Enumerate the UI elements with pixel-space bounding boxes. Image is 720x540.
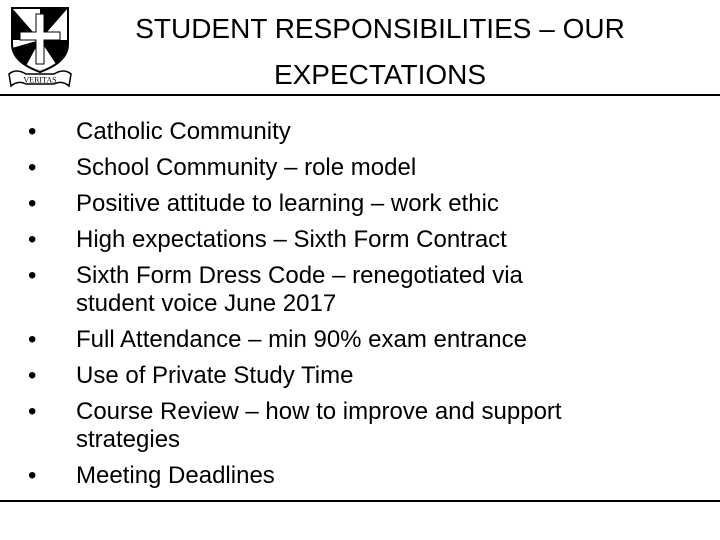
page-title xyxy=(80,6,680,98)
list-item xyxy=(28,462,708,490)
list-item-text: Use of Private Study Time xyxy=(76,362,354,389)
list-item-text: High expectations – Sixth Form Contract xyxy=(76,226,507,253)
bullet-icon: • xyxy=(28,262,37,289)
list-item xyxy=(28,362,708,390)
list-item-text: Full Attendance – min 90% exam entrance xyxy=(76,326,527,353)
list-item xyxy=(28,326,708,354)
page-title-line1: STUDENT RESPONSIBILITIES – OUR xyxy=(135,13,625,44)
bullet-icon: • xyxy=(28,362,37,389)
expectations-list xyxy=(28,118,708,498)
list-item xyxy=(28,226,708,254)
bullet-icon: • xyxy=(28,118,37,145)
list-item-text: Positive attitude to learning – work ethic xyxy=(76,190,499,217)
bullet-icon: • xyxy=(28,190,37,217)
bullet-icon: • xyxy=(28,326,37,353)
bullet-icon: • xyxy=(28,226,37,253)
list-item xyxy=(28,190,708,218)
bullet-icon: • xyxy=(28,462,37,489)
list-item-text: Meeting Deadlines xyxy=(76,462,275,489)
list-item xyxy=(28,118,708,146)
bullet-icon: • xyxy=(28,154,37,181)
header-divider xyxy=(0,94,720,96)
list-item xyxy=(28,262,708,318)
bullet-icon: • xyxy=(28,398,37,425)
crest-shield-icon xyxy=(6,4,74,90)
list-item-text: Catholic Community xyxy=(76,118,291,145)
list-item-text-line1: Course Review – how to improve and support xyxy=(76,398,562,425)
list-item-text: School Community – role model xyxy=(76,154,417,181)
school-crest-logo xyxy=(6,4,74,90)
footer-divider xyxy=(0,500,720,502)
list-item-text-line2: strategies xyxy=(76,426,181,453)
list-item-text-line1: Sixth Form Dress Code – renegotiated via xyxy=(76,262,523,289)
crest-motto: VERITAS xyxy=(23,75,57,85)
list-item-text-line2: student voice June 2017 xyxy=(76,290,337,317)
page-title-line2: EXPECTATIONS xyxy=(273,59,487,90)
list-item xyxy=(28,398,708,454)
list-item xyxy=(28,154,708,182)
